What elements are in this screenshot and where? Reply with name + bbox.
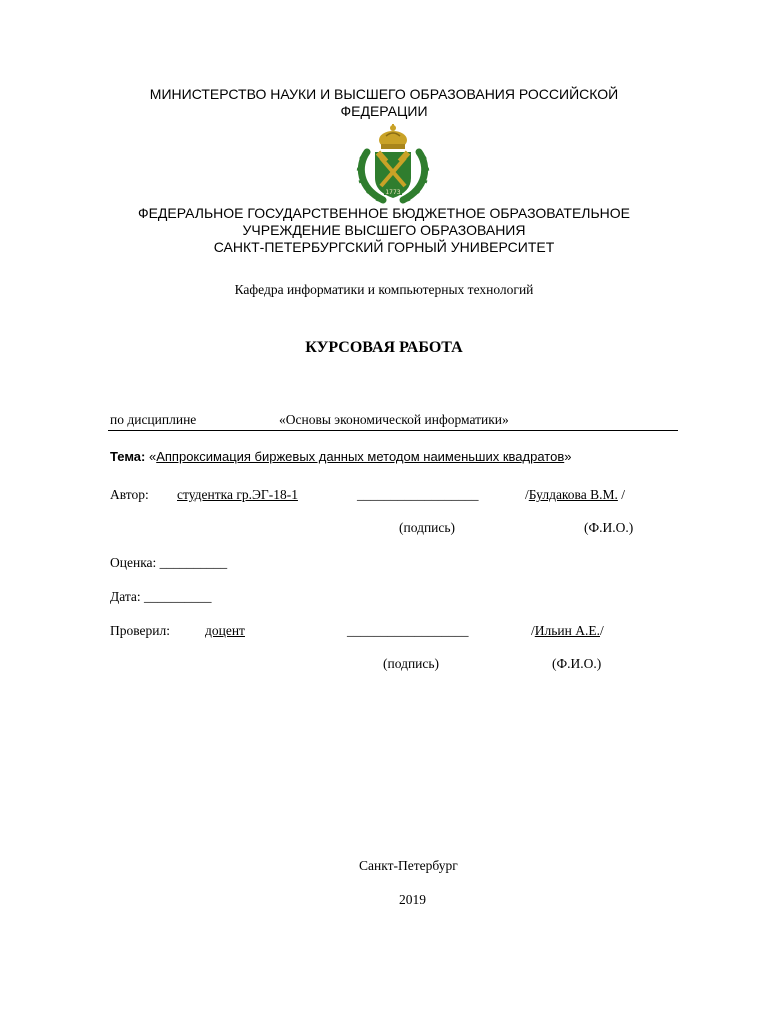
author-name-field — [525, 487, 625, 503]
author-label: Автор: — [110, 487, 149, 502]
author-signature-line: __________________ — [357, 487, 479, 502]
ministry-line-1: МИНИСТЕРСТВО НАУКИ И ВЫСШЕГО ОБРАЗОВАНИЯ РОССИЙСКОЙ — [149, 86, 619, 102]
checked-name-caption: (Ф.И.О.) — [552, 656, 602, 671]
author-name-suffix: / — [617, 487, 626, 502]
checked-signature-caption: (подпись) — [383, 656, 440, 671]
checked-name-field — [531, 623, 604, 639]
discipline-underline — [108, 430, 678, 431]
institution-line-2: УЧРЕЖДЕНИЕ ВЫСШЕГО ОБРАЗОВАНИЯ — [242, 222, 526, 238]
topic-value: Аппроксимация биржевых данных методом наименьших квадратов — [156, 449, 565, 464]
university-emblem — [353, 122, 433, 206]
author-signature-caption: (подпись) — [399, 520, 456, 535]
grade-field — [110, 555, 227, 571]
topic-label: Тема: — [110, 449, 146, 464]
department-name: Кафедра информатики и компьютерных технологий — [234, 282, 534, 297]
checked-name-suffix: / — [599, 623, 604, 638]
checked-name: Ильин А.Е. — [534, 623, 600, 638]
date-label: Дата: — [110, 589, 141, 604]
topic-open-quote: « — [148, 449, 157, 464]
institution-line-1: ФЕДЕРАЛЬНОЕ ГОСУДАРСТВЕННОЕ БЮДЖЕТНОЕ ОБРАЗОВАТЕЛЬНОЕ — [137, 205, 631, 221]
emblem-year: 1773 — [385, 189, 401, 196]
date-field — [110, 589, 212, 605]
topic-line — [110, 449, 571, 464]
topic-close-quote: » — [564, 449, 572, 464]
document-title: КУРСОВАЯ РАБОТА — [305, 339, 463, 356]
author-group: студентка гр.ЭГ-18-1 — [177, 487, 298, 502]
checked-signature-line: __________________ — [347, 623, 469, 638]
author-name-prefix: / — [525, 487, 529, 502]
footer-city: Санкт-Петербург — [359, 858, 458, 873]
checked-position: доцент — [205, 623, 245, 638]
checked-label: Проверил: — [110, 623, 170, 638]
discipline-label: по дисциплине — [110, 412, 197, 427]
footer-year: 2019 — [399, 892, 426, 907]
author-name: Булдакова В.М. — [528, 487, 618, 502]
institution-line-3: САНКТ-ПЕТЕРБУРГСКИЙ ГОРНЫЙ УНИВЕРСИТЕТ — [213, 239, 555, 255]
author-name-caption: (Ф.И.О.) — [584, 520, 634, 535]
grade-line: __________ — [159, 555, 228, 570]
ministry-line-2: ФЕДЕРАЦИИ — [340, 103, 428, 119]
discipline-value: «Основы экономической информатики» — [279, 412, 509, 427]
checked-name-prefix: / — [531, 623, 535, 638]
grade-label: Оценка: — [110, 555, 157, 570]
date-line: __________ — [144, 589, 212, 604]
